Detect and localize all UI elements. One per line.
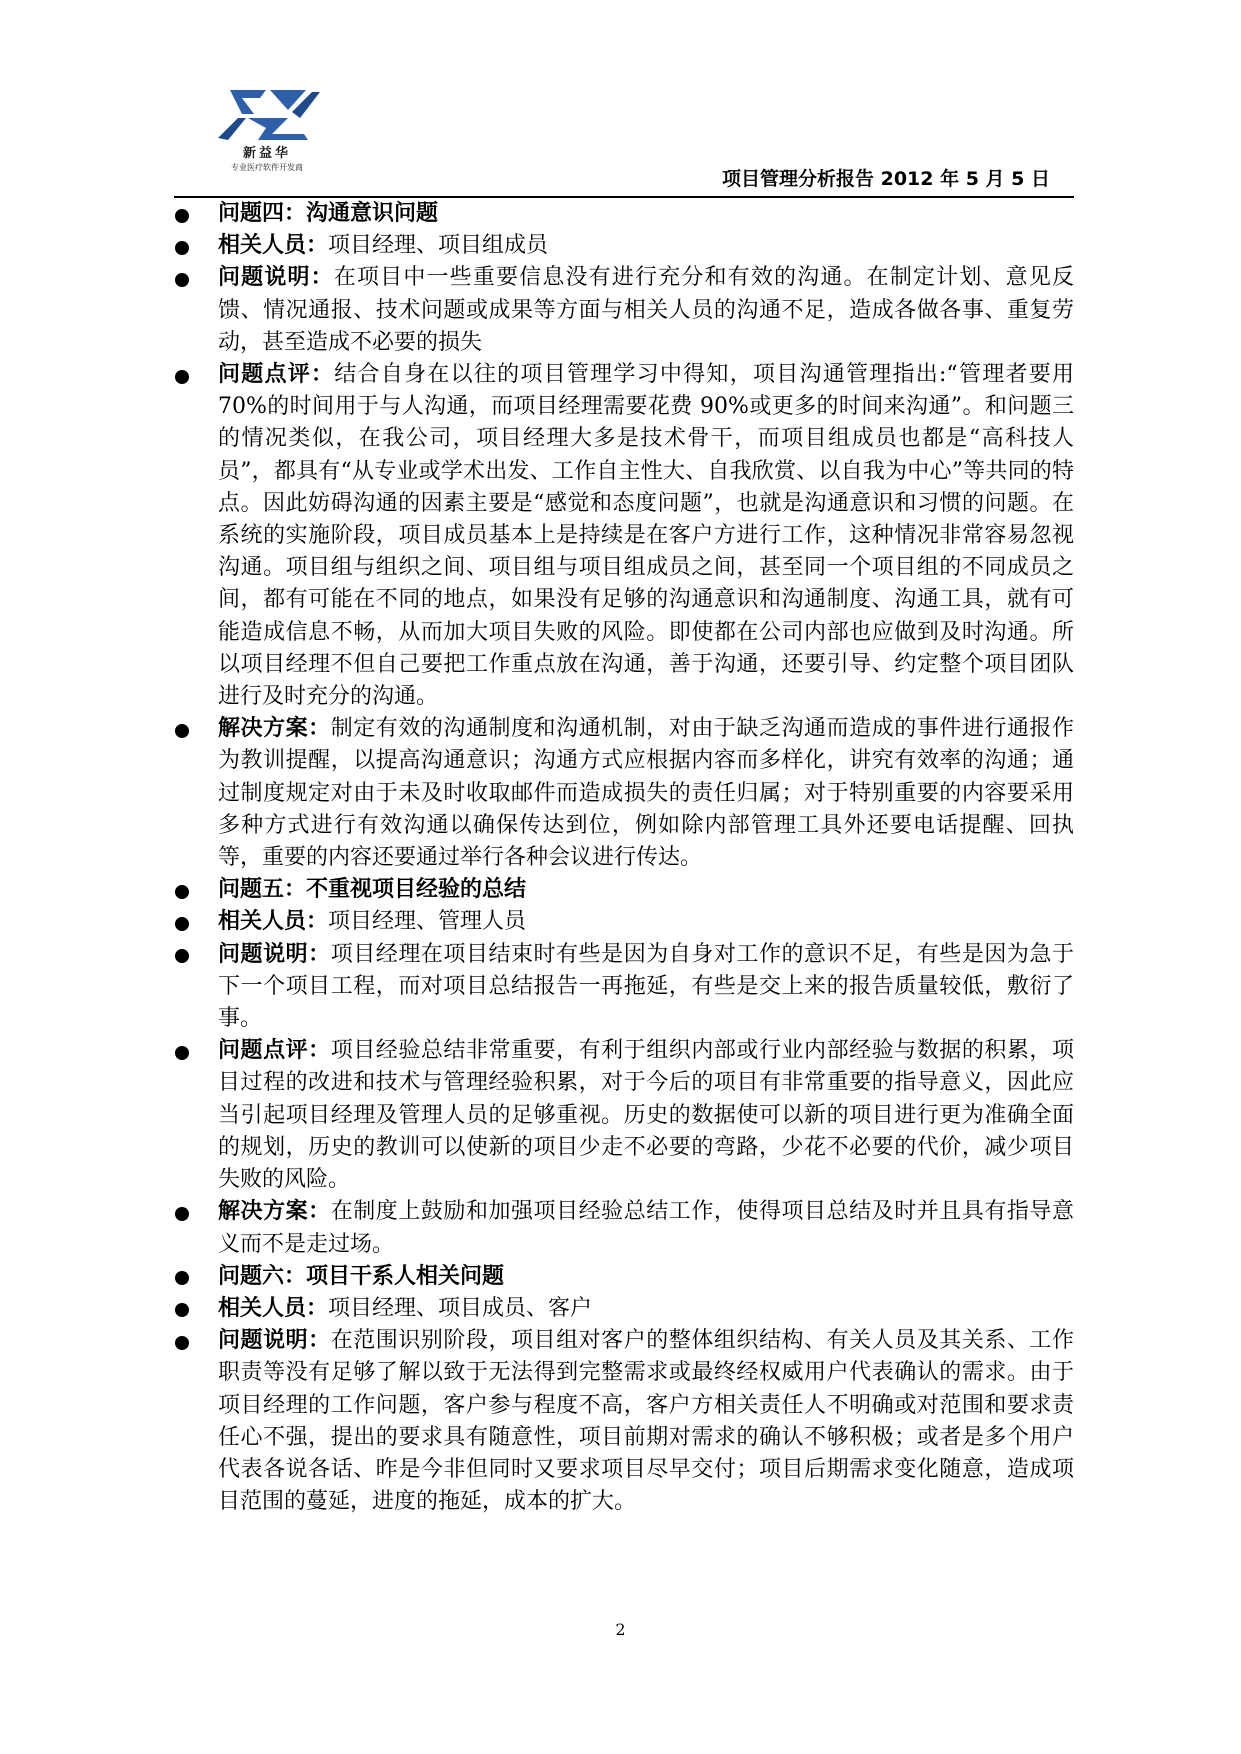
bullet-icon: [174, 198, 214, 230]
section-heading: 问题五：不重视项目经验的总结: [218, 877, 527, 903]
report-title: 项目管理分析报告 2012 年 5 月 5 日: [721, 168, 1050, 190]
bullet-item: [174, 230, 1074, 262]
bullet-text: [218, 1196, 1074, 1260]
field-label: 问题说明：: [218, 941, 331, 967]
field-label: 问题点评：: [218, 362, 335, 388]
bullet-item: [174, 939, 1074, 1036]
field-label: 问题说明：: [218, 265, 334, 291]
section-heading-item: [174, 874, 1074, 906]
bullet-text: [218, 1293, 1074, 1325]
bullet-item: [174, 1293, 1074, 1325]
bullet-item: [174, 1325, 1074, 1518]
field-label: 问题说明：: [218, 1328, 331, 1354]
field-text: 结合自身在以往的项目管理学习中得知，项目沟通管理指出:“管理者要用 70%的时间用于与人沟通，而项目经理需要花费 90%或更多的时间来沟通”。和问题三的情况类似，在我公司，项目经理大多是技术骨干，而项目组成员也都是“高科技人员”，都具有“从专业或学术出发、工作自主性大、自我欣赏、以自我为中心”等共同的特点。因此妨碍沟通的因素主要是“感觉和态度问题”，也就是沟通意识和习惯的问题。在系统的实施阶段，项目成员基本上是持续是在客户方进行工作，这种情况非常容易忽视沟通。项目组与组织之间、项目组与项目组成员之间，甚至同一个项目组的不同成员之间，都有可能在不同的地点，如果没有足够的沟通意识和沟通制度、沟通工具，就有可能造成信息不畅，从而加大项目失败的风险。即使都在公司内部也应做到及时沟通。所以项目经理不但自己要把工作重点放在沟通，善于沟通，还要引导、约定整个项目团队进行及时充分的沟通。: [218, 362, 1074, 710]
bullet-icon: [174, 939, 214, 971]
logo-mark-icon: [208, 88, 328, 142]
company-name: 新益华: [242, 146, 291, 161]
bullet-text: [218, 874, 1074, 906]
page-header: [174, 88, 1074, 198]
bullet-text: [218, 198, 1074, 230]
section-heading: 问题四：沟通意识问题: [218, 201, 439, 226]
bullet-text: [218, 1261, 1074, 1293]
document-body: [174, 198, 1074, 1518]
bullet-icon: [174, 1261, 214, 1293]
bullet-icon: [174, 359, 214, 391]
company-tagline: 专业医疗软件开发商: [231, 163, 303, 172]
field-text: 在制度上鼓励和加强项目经验总结工作，使得项目总结及时并且具有指导意义而不是走过场。: [218, 1199, 1074, 1257]
bullet-text: [218, 713, 1074, 874]
bullet-item: [174, 713, 1074, 874]
field-label: 解决方案：: [218, 1199, 331, 1225]
bullet-text: [218, 359, 1074, 713]
field-text: 在范围识别阶段，项目组对客户的整体组织结构、有关人员及其关系、工作职责等没有足够了解以致于无法得到完整需求或最终经权威用户代表确认的需求。由于项目经理的工作问题，客户参与程度不高，客户方相关责任人不明确或对范围和要求责任心不强，提出的要求具有随意性，项目前期对需求的确认不够积极；或者是多个用户代表各说各话、昨是今非但同时又要求项目尽早交付；项目后期需求变化随意，造成项目范围的蔓延，进度的拖延，成本的扩大。: [218, 1328, 1074, 1515]
section-heading: 问题六：项目干系人相关问题: [218, 1263, 505, 1289]
bullet-icon: [174, 1035, 214, 1067]
bullet-text: [218, 1325, 1074, 1518]
bullet-icon: [174, 262, 214, 294]
field-label: 问题点评：: [218, 1038, 331, 1064]
bullet-item: [174, 1196, 1074, 1260]
bullet-text: [218, 906, 1074, 938]
field-label: 相关人员：: [218, 233, 329, 259]
bullet-item: [174, 906, 1074, 938]
section-heading-item: [174, 198, 1074, 230]
bullet-icon: [174, 230, 214, 262]
field-text: 制定有效的沟通制度和沟通机制，对由于缺乏沟通而造成的事件进行通报作为教训提醒，以提高沟通意识；沟通方式应根据内容而多样化，讲究有效率的沟通；通过制度规定对由于未及时收取邮件而造成损失的责任归属；对于特别重要的内容要采用多种方式进行有效沟通以确保传达到位，例如除内部管理工具外还要电话提醒、回执等，重要的内容还要通过举行各种会议进行传达。: [218, 716, 1074, 871]
field-text: 项目经理在项目结束时有些是因为自身对工作的意识不足，有些是因为急于下一个项目工程，而对项目总结报告一再拖延，有些是交上来的报告质量较低，敷衍了事。: [218, 941, 1074, 1032]
field-text: 在项目中一些重要信息没有进行充分和有效的沟通。在制定计划、意见反馈、情况通报、技术问题或成果等方面与相关人员的沟通不足，造成各做各事、重复劳动，甚至造成不必要的损失: [218, 265, 1074, 355]
bullet-icon: [174, 874, 214, 906]
bullet-item: [174, 1035, 1074, 1196]
bullet-icon: [174, 906, 214, 938]
bullet-text: [218, 1035, 1074, 1196]
bullet-text: [218, 939, 1074, 1036]
field-label: 相关人员：: [218, 909, 329, 935]
bullet-text: [218, 262, 1074, 359]
bullet-icon: [174, 1325, 214, 1357]
field-label: 解决方案：: [218, 716, 331, 742]
page-number: 2: [615, 1620, 626, 1639]
field-text: 项目经理、项目成员、客户: [328, 1295, 593, 1321]
bullet-icon: [174, 713, 214, 745]
bullet-item: [174, 262, 1074, 359]
field-text: 项目经理、管理人员: [328, 909, 527, 935]
bullet-icon: [174, 1293, 214, 1325]
field-text: 项目经理、项目组成员: [328, 233, 549, 259]
bullet-icon: [174, 1196, 214, 1228]
field-text: 项目经验总结非常重要，有利于组织内部或行业内部经验与数据的积累，项目过程的改进和技术与管理经验积累，对于今后的项目有非常重要的指导意义，因此应当引起项目经理及管理人员的足够重视。历史的数据使可以新的项目进行更为准确全面的规划，历史的教训可以使新的项目少走不必要的弯路，少花不必要的代价，减少项目失败的风险。: [218, 1038, 1074, 1193]
section-heading-item: [174, 1261, 1074, 1293]
field-label: 相关人员：: [218, 1295, 329, 1321]
bullet-text: [218, 230, 1074, 262]
bullet-item: [174, 359, 1074, 713]
